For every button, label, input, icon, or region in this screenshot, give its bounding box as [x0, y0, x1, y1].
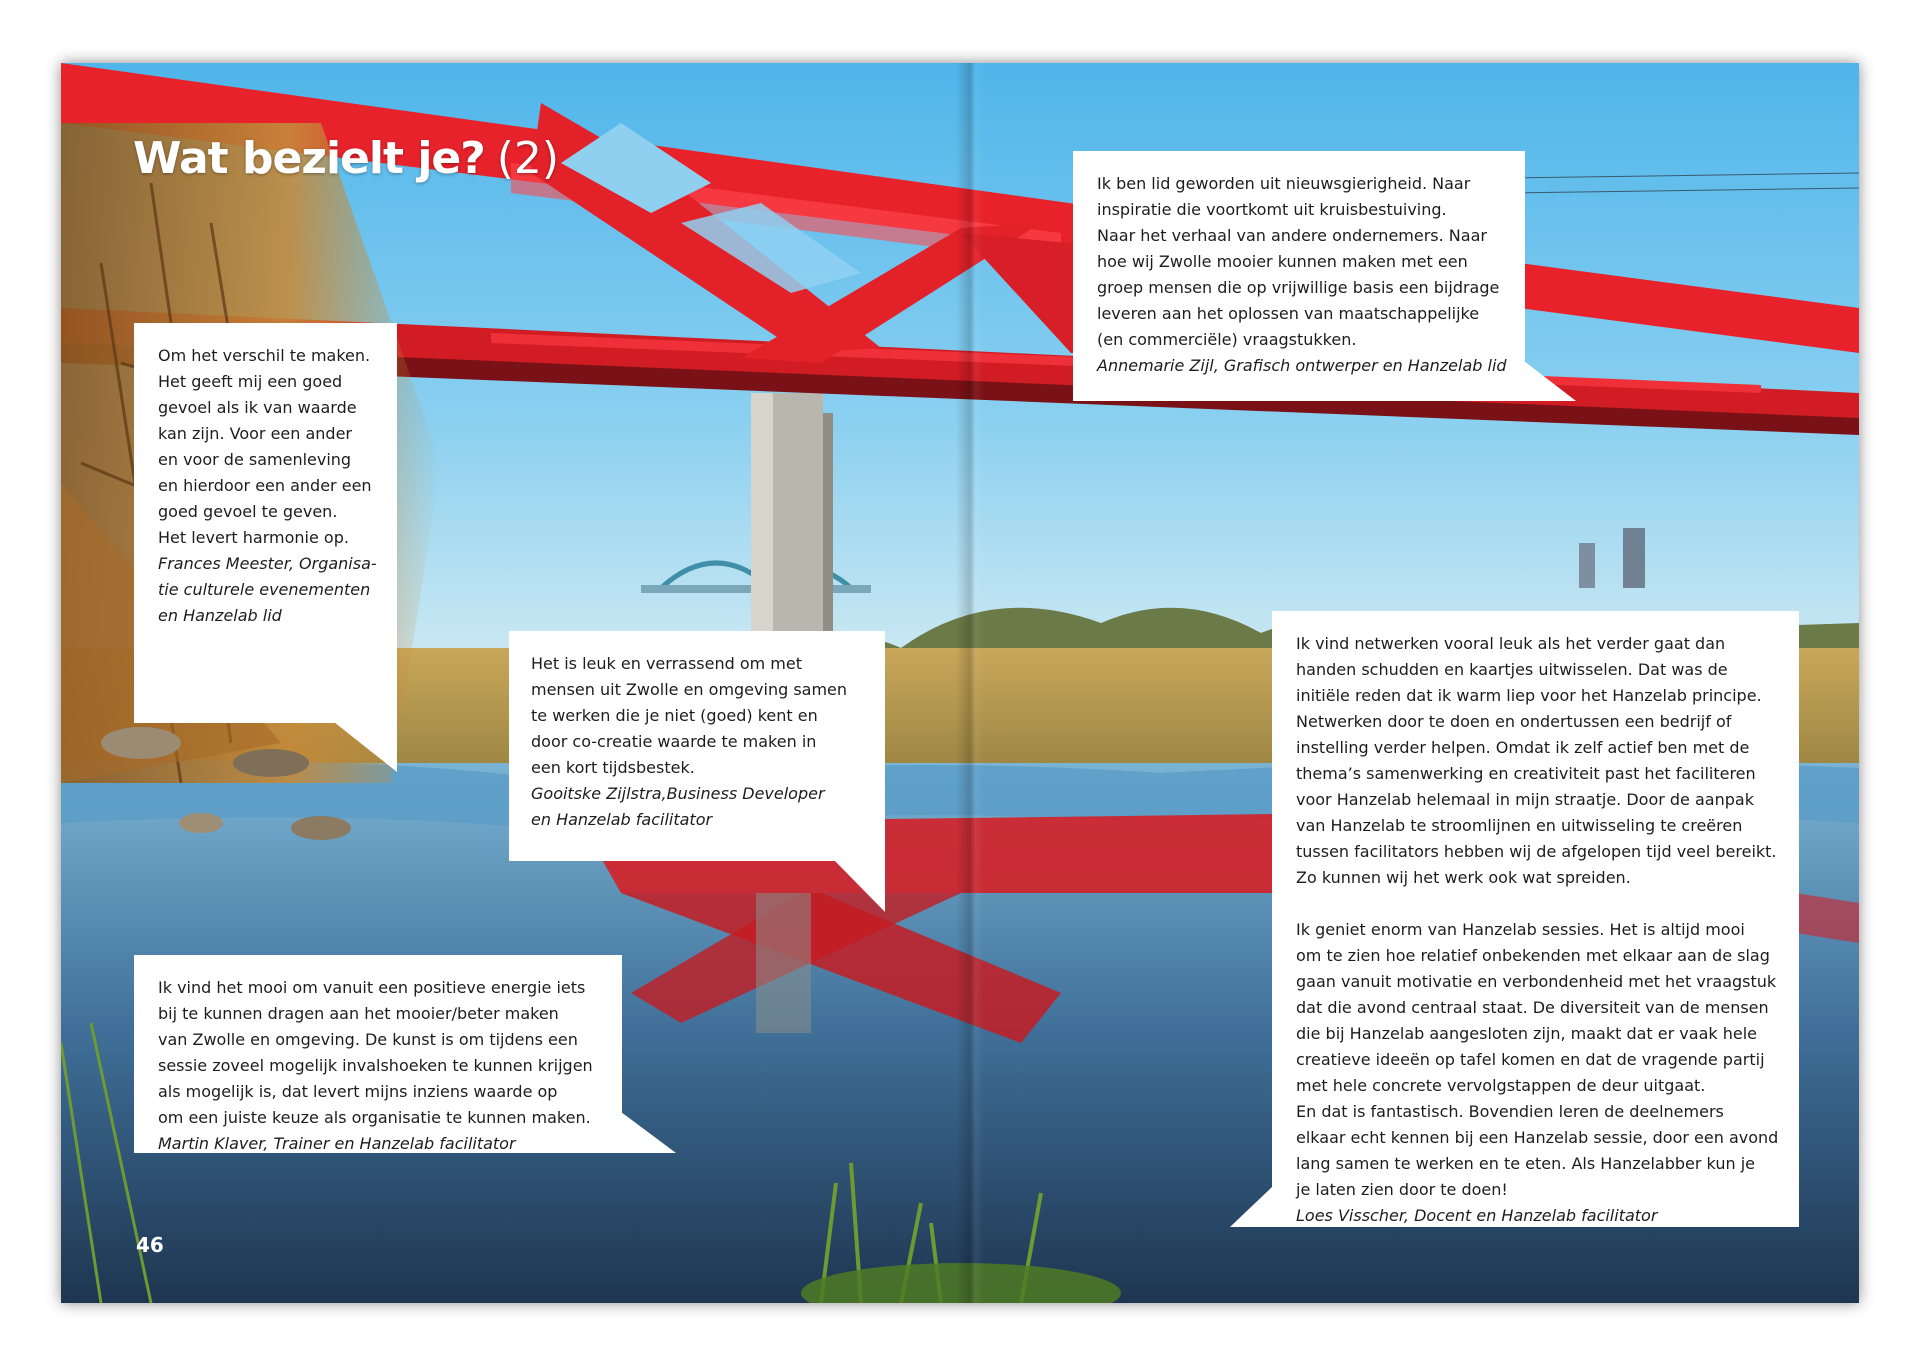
quote-credit: Gooitske Zijlstra,Business Developer en Hanzelab facilitator — [531, 784, 825, 829]
page-title — [133, 133, 559, 186]
speech-tail — [834, 860, 885, 912]
title-main: Wat bezielt je? — [133, 133, 485, 184]
quote-text: Ik vind het mooi om vanuit een positieve energie iets bij te kunnen dragen aan het mooier/beter maken van Zwolle en omgeving. De kunst is om tijdens een sessie zoveel mogelijk invalshoeken te kunnen krijgen als mogelijk is, dat levert mijns inziens waarde op om een juiste keuze als organisatie te kunnen maken. — [158, 978, 593, 1127]
quote-text: Om het verschil te maken. Het geeft mij een goed gevoel als ik van waarde kan zijn. Voor een ander en voor de samenleving en hierdoor een ander een goed gevoel te geven. Het levert harmonie op. — [158, 346, 372, 547]
quote-bubble-martin-klaver — [134, 955, 622, 1153]
quote-bubble-frances-meester — [134, 323, 397, 723]
quote-text-continued: Ik geniet enorm van Hanzelab sessies. Het is altijd mooi om te zien hoe relatief onbekenden met elkaar aan de slag gaan vanuit motivatie en verbondenheid met het vraagstuk dat die avond centraal staat. De diversiteit van de mensen die bij Hanzelab aangesloten zijn, maakt dat er vaak hele creatieve ideeën op tafel komen en dat de vragende partij met hele concrete vervolgstappen de deur uitgaat. En dat is fantastisch. Bovendien leren de deelnemers elkaar echt kennen bij een Hanzelab sessie, door een avond lang samen te werken en te eten. Als Hanzelabber kun je je laten zien door te doen! — [1296, 920, 1779, 1199]
quote-credit: Loes Visscher, Docent en Hanzelab facilitator — [1296, 1206, 1658, 1225]
quote-bubble-loes-visscher — [1272, 611, 1799, 1227]
magazine-spread — [61, 63, 1859, 1303]
quote-text: Ik vind netwerken vooral leuk als het verder gaat dan handen schudden en kaartjes uitwisselen. Dat was de initiële reden dat ik warm liep voor het Hanzelab principe. Netwerken door te doen en ondertussen een bedrijf of instelling verder helpen. Omdat ik zelf actief ben met de thema’s samenwerking en creativiteit past het faciliteren voor Hanzelab helemaal in mijn straatje. Door de aanpak van Hanzelab te stroomlijnen en uitwisseling te creëren tussen facilitators hebben wij de afgelopen tijd veel bereikt. Zo kunnen wij het werk ook wat spreiden. — [1296, 634, 1777, 887]
quote-text: Het is leuk en verrassend om met mensen uit Zwolle en omgeving samen te werken die je niet (goed) kent en door co-creatie waarde te maken in een kort tijdsbestek. — [531, 654, 848, 777]
quote-credit: Annemarie Zijl, Grafisch ontwerper en Hanzelab lid — [1097, 356, 1507, 375]
quote-credit: Martin Klaver, Trainer en Hanzelab facilitator — [158, 1134, 516, 1153]
speech-tail — [1524, 361, 1576, 401]
speech-tail — [334, 722, 397, 772]
title-number: (2) — [496, 133, 560, 184]
speech-tail — [621, 1112, 676, 1153]
quote-text: Ik ben lid geworden uit nieuwsgierigheid. Naar inspiratie die voortkomt uit kruisbestuiving. Naar het verhaal van andere ondernemers. Naar hoe wij Zwolle mooier kunnen maken met een groep mensen die op vrijwillige basis een bijdrage leveren aan het oplossen van maatschappelijke (en commerciële) vraagstukken. — [1097, 174, 1500, 349]
quote-bubble-annemarie-zijl — [1073, 151, 1525, 401]
quote-credit: Frances Meester, Organisa- tie culturele evenementen en Hanzelab lid — [158, 554, 377, 625]
speech-tail — [1230, 1187, 1272, 1227]
page-number: 46 — [136, 1233, 164, 1257]
quote-bubble-gooitske-zijlstra — [509, 631, 885, 861]
paragraph-gap — [1296, 891, 1789, 917]
page-gutter-shadow — [956, 63, 984, 1303]
